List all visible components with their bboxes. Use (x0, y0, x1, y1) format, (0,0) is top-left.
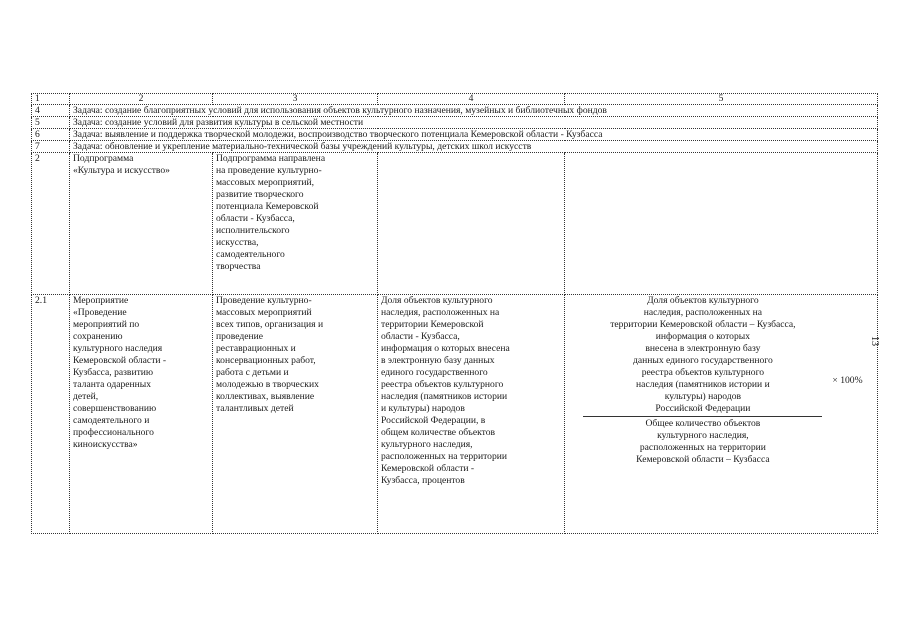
task-text: Задача: создание условий для развития культуры в сельской местности (70, 117, 878, 129)
header-cell-3: 3 (213, 94, 378, 105)
activity-row (32, 295, 878, 534)
activity-name: Мероприятие «Проведение мероприятий по сохранению культурного наследия Кемеровской области - Кузбасса, развитию таланта одаренных детей, совершенствованию самодеятельного и профессионального киноискусства» (70, 295, 213, 534)
task-row (32, 129, 878, 141)
task-num: 4 (32, 105, 70, 117)
activity-description: Проведение культурно- массовых мероприятий всех типов, организация и проведение реставрационных и консервационных работ, работа с детьми и молодежью в творческих коллективах, выявление талантливых детей (213, 295, 378, 534)
task-text: Задача: выявление и поддержка творческой молодежи, воспроизводство творческого потенциала Кемеровской области - Кузбасса (70, 129, 878, 141)
subprogram-formula-empty (565, 153, 878, 295)
header-row (32, 94, 878, 105)
fraction-bar (583, 416, 822, 417)
task-num: 5 (32, 117, 70, 129)
activity-num: 2.1 (32, 295, 70, 534)
formula-fraction (579, 295, 862, 466)
task-row (32, 117, 878, 129)
subprogram-num: 2 (32, 153, 70, 295)
formula-multiplier: × 100% (832, 374, 863, 386)
header-cell-4: 4 (378, 94, 565, 105)
activity-formula (565, 295, 878, 534)
task-row (32, 105, 878, 117)
header-cell-1: 1 (32, 94, 70, 105)
task-row (32, 141, 878, 153)
subprogram-name: Подпрограмма «Культура и искусство» (70, 153, 213, 295)
header-cell-5: 5 (565, 94, 878, 105)
program-table (31, 93, 878, 534)
task-num: 6 (32, 129, 70, 141)
task-text: Задача: создание благоприятных условий для использования объектов культурного назначения, музейных и библиотечных фондов (70, 105, 878, 117)
subprogram-indicator-empty (378, 153, 565, 295)
header-cell-2: 2 (70, 94, 213, 105)
formula-denominator: Общее количество объектов культурного наследия, расположенных на территории Кемеровской области – Кузбасса (636, 418, 770, 465)
subprogram-row (32, 153, 878, 295)
activity-indicator: Доля объектов культурного наследия, расположенных на территории Кемеровской области - Кузбасса, информация о которых внесена в электронную базу данных единого государственного реестра объектов культурного наследия (памятников истории и культуры) народов Российской Федерации, в общем количестве объектов культурного наследия, расположенных на территории Кемеровской области - Кузбасса, процентов (378, 295, 565, 534)
formula-numerator: Доля объектов культурного наследия, расположенных на территории Кемеровской области – Кузбасса, информация о которых внесена в электронную базу данных единого государственного реестра объектов культурного наследия (памятников истории и культуры) народов Российской Федерации (610, 295, 796, 414)
task-num: 7 (32, 141, 70, 153)
task-text: Задача: обновление и укрепление материально-технической базы учреждений культуры, детских школ искусств (70, 141, 878, 153)
page-number: 13 (869, 336, 880, 346)
formula-fraction-box (579, 295, 826, 466)
subprogram-description: Подпрограмма направлена на проведение культурно- массовых мероприятий, развитие творческого потенциала Кемеровской области - Кузбасса, исполнительского искусства, самодеятельного творчества (213, 153, 378, 295)
